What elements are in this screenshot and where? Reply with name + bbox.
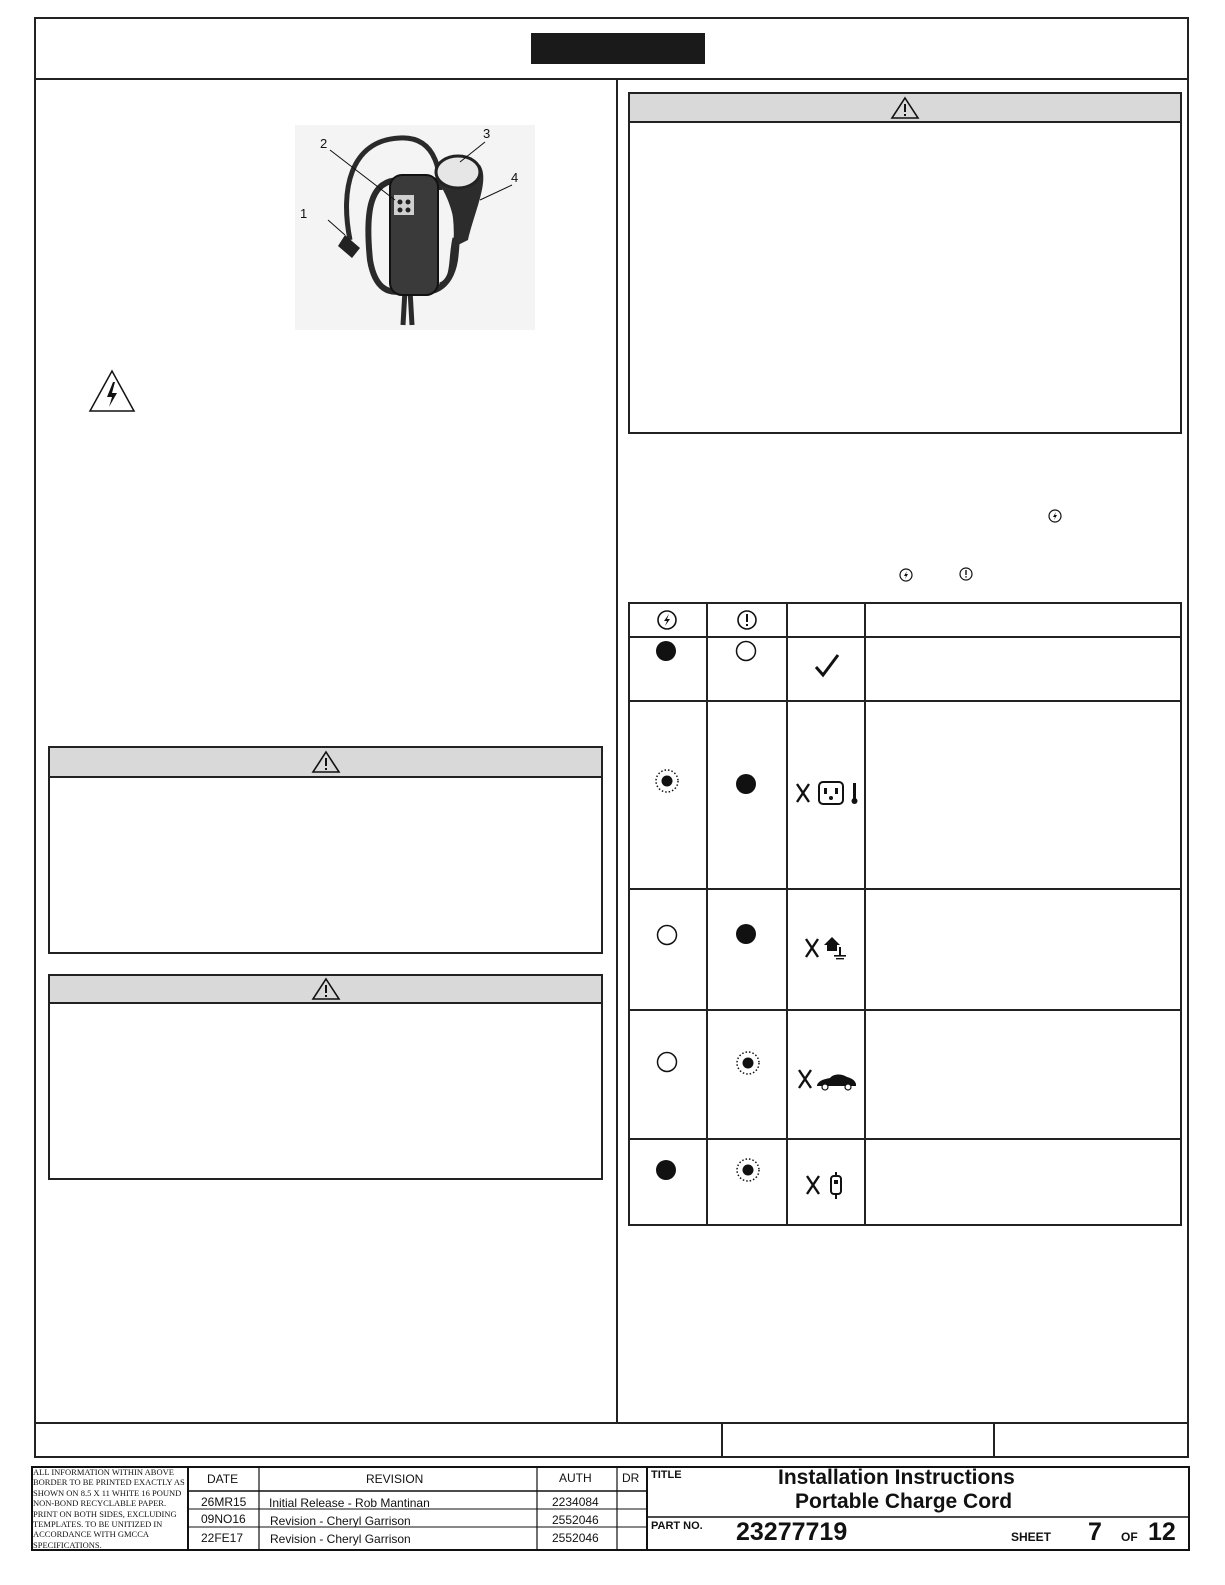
led-off <box>656 924 678 946</box>
charge-cord-fault-icon <box>805 1170 851 1200</box>
revision-auth: 2552046 <box>552 1531 599 1545</box>
charging-status-icon <box>656 609 678 631</box>
auth-header: AUTH <box>559 1471 592 1485</box>
warning-box-1 <box>48 746 603 954</box>
print-disclaimer: ALL INFORMATION WITHIN ABOVE BORDER TO BE PRINTED EXACTLY AS SHOWN ON 8.5 X 11 WHITE 16 POUND NON-BOND RECYCLABLE PAPER. PRINT ON BOTH SIDES, EXCLUDING TEMPLATES. TO BE UNITIZED IN ACCORDANCE WITH GMCCA SPECIFICATIONS. <box>33 1467 185 1550</box>
revision-description: Initial Release - Rob Mantinan <box>269 1496 430 1510</box>
led-blinking <box>654 768 680 794</box>
fault-status-icon <box>736 609 758 631</box>
revision-description: Revision - Cheryl Garrison <box>270 1514 411 1528</box>
status-indicator-table <box>628 602 1182 1226</box>
section-title-bar <box>531 33 705 64</box>
dr-header: DR <box>622 1471 640 1485</box>
footer-divider <box>34 1422 1189 1424</box>
warning-box-2-header <box>50 976 601 1004</box>
led-off <box>735 640 757 662</box>
footer-cell-divider-1 <box>721 1422 723 1458</box>
revision-date: 26MR15 <box>201 1495 247 1509</box>
warning-triangle-icon <box>311 977 341 1001</box>
callout-2: 2 <box>320 136 328 151</box>
charging-status-icon <box>899 568 913 582</box>
part-no-label: PART NO. <box>651 1520 703 1532</box>
document-title-line-2: Portable Charge Cord <box>795 1490 1013 1513</box>
total-sheets: 12 <box>1148 1518 1176 1546</box>
warning-triangle-icon <box>311 750 341 774</box>
fault-status-icon <box>959 567 973 581</box>
led-solid <box>655 1159 677 1181</box>
outlet-temperature-fault-icon <box>795 780 861 806</box>
led-blinking <box>735 1050 761 1076</box>
vehicle-fault-icon <box>797 1066 859 1092</box>
led-blinking <box>735 1157 761 1183</box>
callout-4: 4 <box>511 170 519 185</box>
charge-cord-figure <box>290 120 540 335</box>
warning-box-1-header <box>50 748 601 778</box>
checkmark-icon <box>813 652 841 680</box>
of-label: OF <box>1121 1530 1138 1544</box>
warning-box-3-header <box>630 94 1180 123</box>
revision-date: 09NO16 <box>201 1512 246 1526</box>
revision-header: REVISION <box>366 1472 424 1486</box>
column-divider <box>616 78 618 1423</box>
revision-auth: 2234084 <box>552 1495 599 1509</box>
led-solid <box>655 640 677 662</box>
revision-auth: 2552046 <box>552 1513 599 1527</box>
warning-triangle-icon <box>890 96 920 120</box>
ground-fault-icon <box>804 933 854 961</box>
sheet-label: SHEET <box>1011 1530 1052 1544</box>
sheet-number: 7 <box>1088 1518 1102 1546</box>
title-label: TITLE <box>651 1469 682 1481</box>
document-title-line-1: Installation Instructions <box>778 1466 1015 1489</box>
led-off <box>656 1051 678 1073</box>
led-solid <box>735 773 757 795</box>
date-header: DATE <box>207 1472 239 1486</box>
led-solid <box>735 923 757 945</box>
warning-box-2 <box>48 974 603 1180</box>
revision-date: 22FE17 <box>201 1531 244 1545</box>
high-voltage-icon <box>88 369 136 413</box>
revision-description: Revision - Cheryl Garrison <box>270 1532 411 1546</box>
charging-status-icon <box>1048 509 1062 523</box>
warning-box-3 <box>628 92 1182 434</box>
header-divider <box>34 78 1189 80</box>
part-number: 23277719 <box>736 1518 848 1546</box>
callout-1: 1 <box>300 206 308 221</box>
callout-3: 3 <box>483 126 491 141</box>
footer-cell-divider-2 <box>993 1422 995 1458</box>
